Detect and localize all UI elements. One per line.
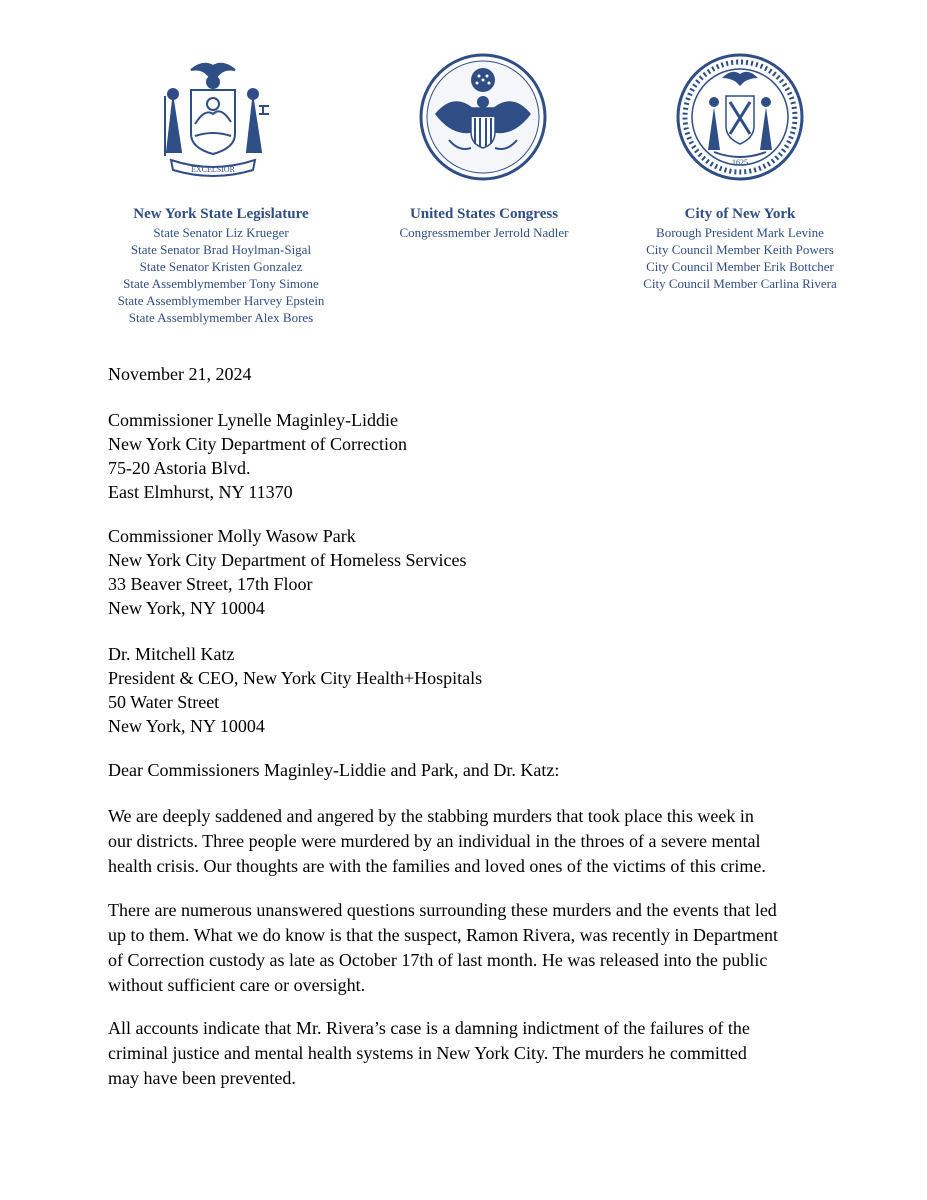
nyc-member: City Council Member Erik Bottcher [646, 259, 834, 274]
nys-legislature-column [90, 204, 352, 326]
address-line: 33 Beaver Street, 17th Floor [108, 574, 313, 594]
paragraph-line: without sufficient care or oversight. [108, 975, 366, 995]
address-line: New York City Department of Correction [108, 434, 407, 454]
nyc-member: City Council Member Carlina Rivera [643, 276, 837, 291]
us-member: Congressmember Jerrold Nadler [399, 225, 569, 240]
address-line: Commissioner Molly Wasow Park [108, 526, 356, 546]
address-line: Commissioner Lynelle Maginley-Liddie [108, 410, 398, 430]
address-line: East Elmhurst, NY 11370 [108, 482, 293, 502]
address-line: Dr. Mitchell Katz [108, 644, 235, 664]
paragraph-line: health crisis. Our thoughts are with the families and loved ones of the victims of this crime. [108, 856, 766, 876]
paragraph-line: All accounts indicate that Mr. Rivera’s case is a damning indictment of the failures of the [108, 1018, 750, 1038]
address-line: New York, NY 10004 [108, 716, 265, 736]
nyc-column [608, 204, 872, 292]
salutation: Dear Commissioners Maginley-Liddie and Park, and Dr. Katz: [108, 760, 560, 780]
recipient-address [108, 408, 828, 504]
paragraph-line: We are deeply saddened and angered by the stabbing murders that took place this week in [108, 806, 754, 826]
paragraph-line: our districts. Three people were murdered by an individual in the throes of a severe mental [108, 831, 761, 851]
recipient-address [108, 524, 828, 620]
paragraph-line: up to them. What we do know is that the suspect, Ramon Rivera, was recently in Department [108, 925, 779, 945]
new-york-city-seal [670, 52, 810, 182]
nys-legislature-title: New York State Legislature [133, 206, 309, 222]
address-line: President & CEO, New York City Health+Hospitals [108, 668, 483, 688]
nys-member: State Senator Kristen Gonzalez [139, 259, 303, 274]
nys-member: State Senator Brad Hoylman-Sigal [130, 242, 312, 257]
us-congress-title: United States Congress [409, 206, 559, 222]
recipient-address [108, 642, 828, 738]
body-paragraph [108, 898, 828, 998]
paragraph-line: There are numerous unanswered questions surrounding these murders and the events that led [108, 900, 777, 920]
svg-text:1625: 1625 [732, 158, 748, 167]
new-york-state-seal [143, 52, 283, 182]
paragraph-line: criminal justice and mental health systems in New York City. The murders he committed [108, 1043, 747, 1063]
body-paragraph [108, 1016, 828, 1091]
nyc-title: City of New York [684, 206, 796, 222]
letter-date: November 21, 2024 [108, 364, 252, 384]
body-paragraph [108, 804, 828, 879]
address-line: New York City Department of Homeless Services [108, 550, 467, 570]
address-line: 75-20 Astoria Blvd. [108, 458, 251, 478]
us-congress-column [360, 204, 608, 241]
nys-member: State Senator Liz Krueger [153, 225, 289, 240]
nys-member: State Assemblymember Harvey Epstein [117, 293, 325, 308]
nys-member: State Assemblymember Tony Simone [123, 276, 319, 291]
paragraph-line: may have been prevented. [108, 1068, 296, 1088]
address-line: 50 Water Street [108, 692, 220, 712]
nyc-member: Borough President Mark Levine [656, 225, 824, 240]
nyc-member: City Council Member Keith Powers [646, 242, 834, 257]
svg-text:EXCELSIOR: EXCELSIOR [191, 165, 235, 174]
address-line: New York, NY 10004 [108, 598, 265, 618]
paragraph-line: of Correction custody as late as October 17th of last month. He was released into the public [108, 950, 768, 970]
us-congress-seal [413, 52, 553, 182]
nys-member: State Assemblymember Alex Bores [128, 310, 314, 325]
